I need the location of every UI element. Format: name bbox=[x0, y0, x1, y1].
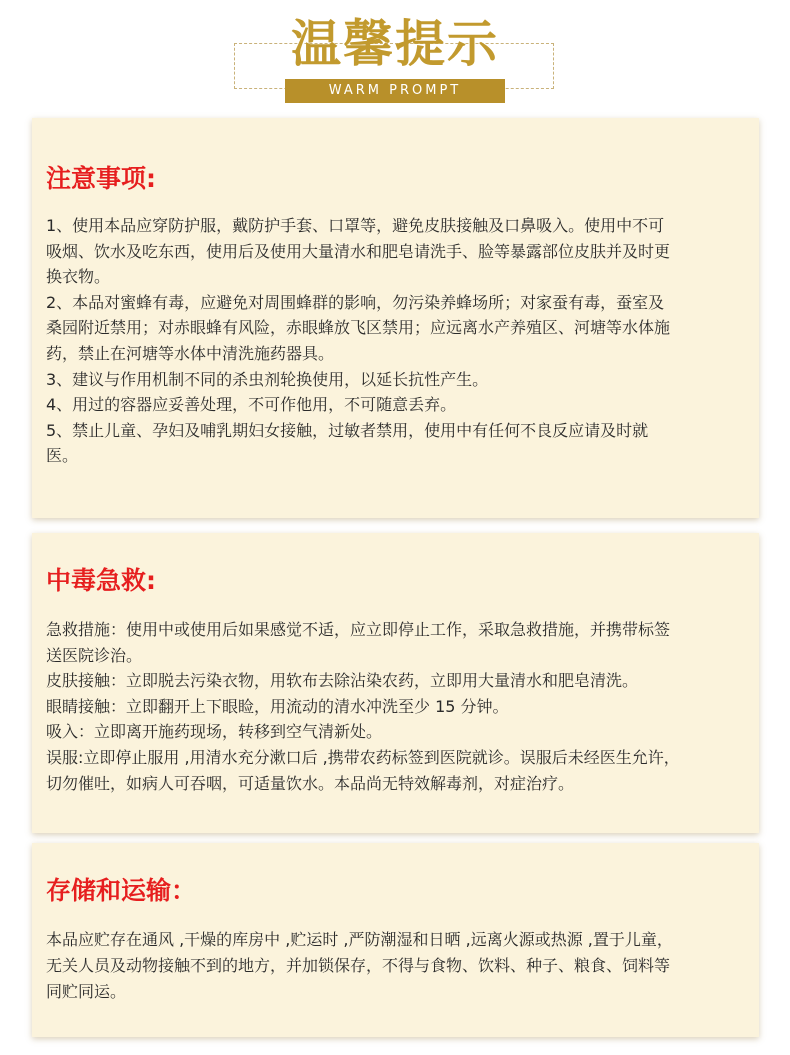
first-aid-line: 急救措施：使用中或使用后如果感觉不适，应立即停止工作，采取急救措施，并携带标签 bbox=[46, 620, 671, 639]
first-aid-body bbox=[46, 617, 745, 796]
first-aid-line: 切勿催吐，如病人可吞咽，可适量饮水。本品尚无特效解毒剂，对症治疗。 bbox=[46, 773, 575, 793]
storage-line: 无关人员及动物接触不到的地方，并加锁保存，不得与食物、饮料、种子、粮食、饲料等 bbox=[46, 956, 671, 975]
header-banner bbox=[0, 0, 790, 112]
first-aid-panel bbox=[32, 533, 759, 833]
first-aid-title: 中毒急救: bbox=[46, 566, 156, 595]
precautions-body bbox=[46, 213, 745, 469]
first-aid-line: 皮肤接触：立即脱去污染衣物，用软布去除沾染农药，立即用大量清水和肥皂清洗。 bbox=[46, 671, 639, 691]
storage-line: 本品应贮存在通风 ,干燥的库房中 ,贮运时 ,严防潮湿和日晒 ,远离火源或热源 ,置于儿童， bbox=[46, 930, 673, 949]
first-aid-line: 吸入：立即离开施药现场，转移到空气清新处。 bbox=[46, 722, 383, 742]
precautions-panel bbox=[32, 118, 759, 518]
precautions-line: 1、使用本品应穿防护服，戴防护手套、口罩等，避免皮肤接触及口鼻吸入。使用中不可 bbox=[46, 216, 665, 235]
first-aid-line: 眼睛接触：立即翻开上下眼睑，用流动的清水冲洗至少 15 分钟。 bbox=[46, 696, 509, 716]
precautions-line: 药，禁止在河塘等水体中清洗施药器具。 bbox=[46, 343, 335, 363]
precautions-line: 4、用过的容器应妥善处理，不可作他用，不可随意丢弃。 bbox=[46, 395, 457, 415]
storage-panel bbox=[32, 843, 759, 1037]
precautions-line: 桑园附近禁用；对赤眼蜂有风险，赤眼蜂放飞区禁用；应远离水产养殖区、河塘等水体施 bbox=[46, 318, 671, 338]
first-aid-line: 误服:立即停止服用 ,用清水充分漱口后 ,携带农药标签到医院就诊。误服后未经医生允许， bbox=[46, 747, 680, 767]
first-aid-line: 送医院诊治。 bbox=[46, 645, 143, 665]
precautions-line: 医。 bbox=[46, 446, 79, 466]
precautions-line: 换衣物。 bbox=[46, 267, 111, 287]
precautions-line: 5、禁止儿童、孕妇及哺乳期妇女接触，过敏者禁用，使用中有任何不良反应请及时就 bbox=[46, 420, 649, 440]
storage-body bbox=[46, 927, 745, 1005]
precautions-line: 吸烟、饮水及吃东西，使用后及使用大量清水和肥皂请洗手、脸等暴露部位皮肤并及时更 bbox=[46, 241, 671, 261]
precautions-line: 2、本品对蜜蜂有毒，应避免对周围蜂群的影响，勿污染养蜂场所；对家蚕有毒，蚕室及 bbox=[46, 292, 665, 312]
page-subtitle: WARM PROMPT bbox=[285, 79, 505, 103]
storage-line: 同贮同运。 bbox=[46, 982, 127, 1001]
precautions-line: 3、建议与作用机制不同的杀虫剂轮换使用，以延长抗性产生。 bbox=[46, 369, 489, 389]
storage-title: 存储和运输： bbox=[46, 876, 197, 905]
page-title: 温馨提示 bbox=[291, 15, 499, 73]
precautions-title: 注意事项: bbox=[46, 164, 156, 193]
